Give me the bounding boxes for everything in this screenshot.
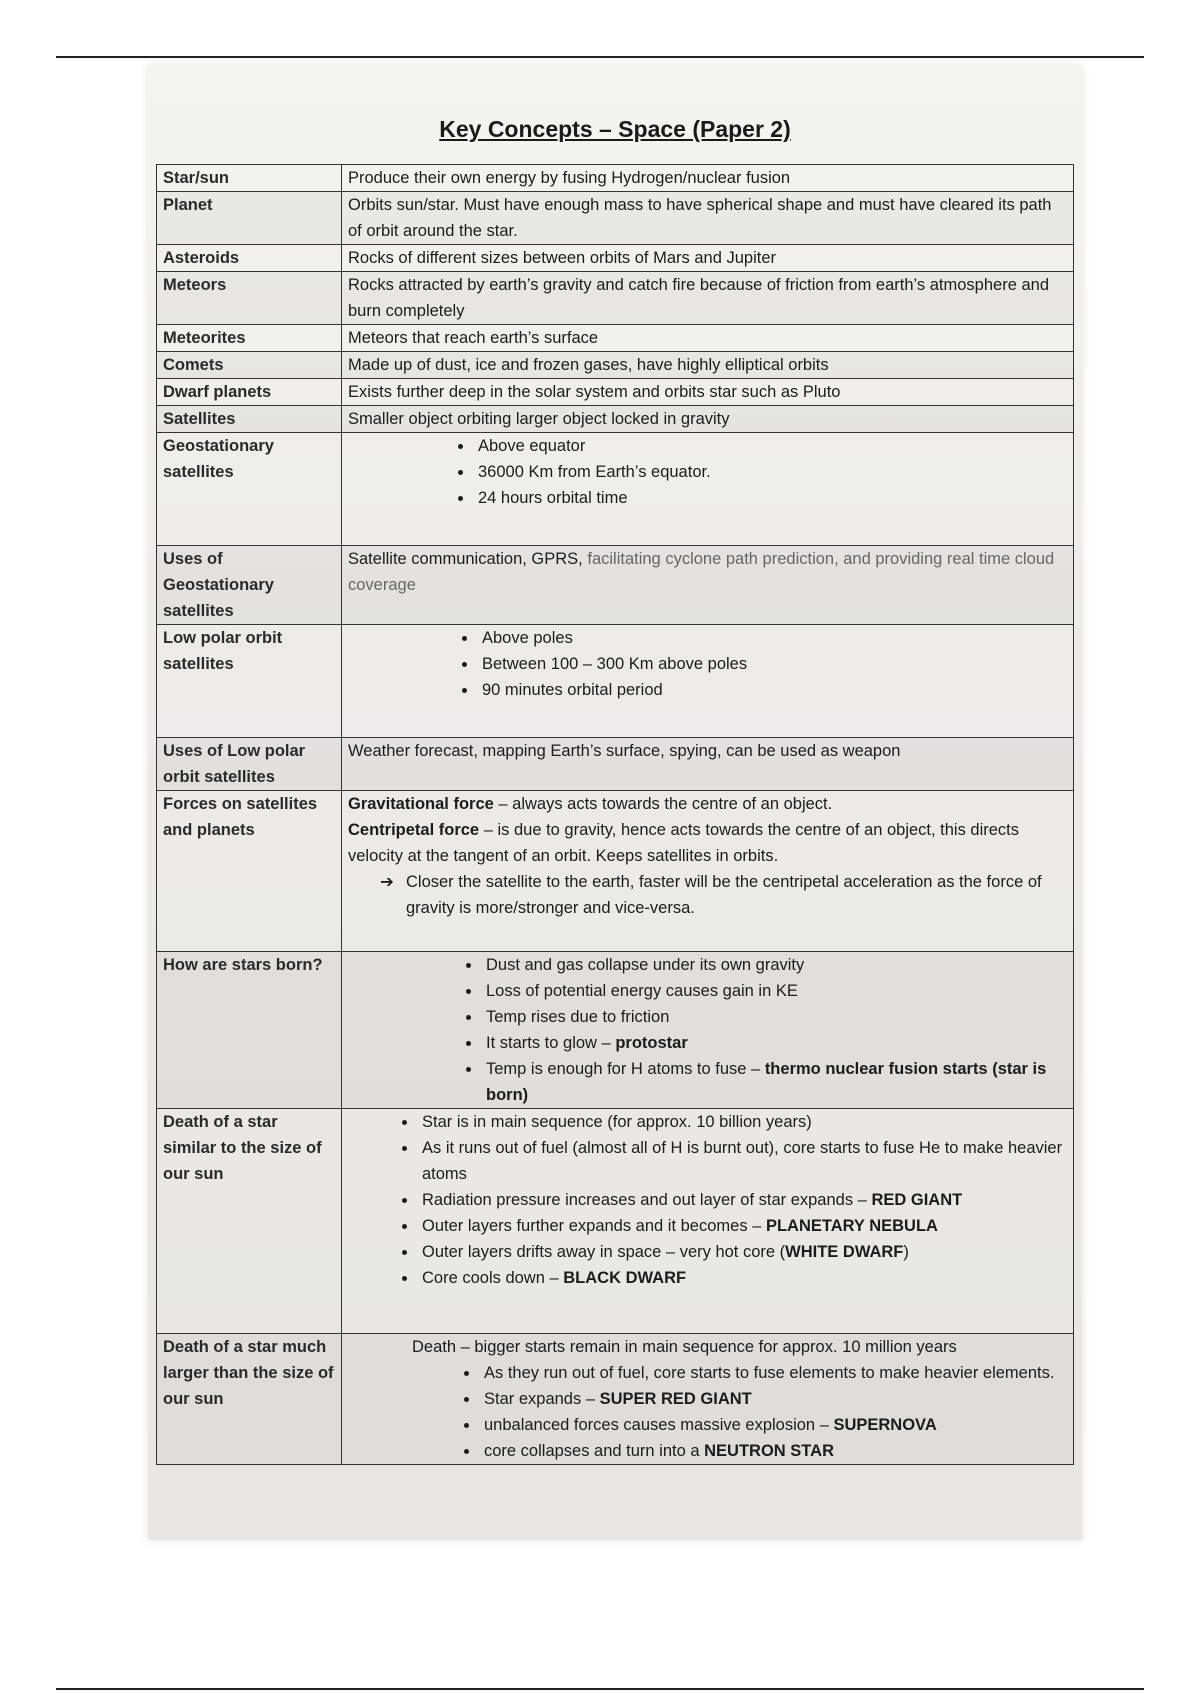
definition-cell xyxy=(342,791,1074,952)
definition-cell xyxy=(342,952,1074,1109)
definition-cell: Meteors that reach earth’s surface xyxy=(342,325,1074,352)
item-keyword: NEUTRON STAR xyxy=(704,1442,834,1460)
table-row xyxy=(157,165,1074,192)
bullet-list xyxy=(348,625,1067,703)
item-text: Outer layers further expands and it becomes – xyxy=(422,1217,766,1235)
list-item: • Above equator xyxy=(474,433,1067,459)
term-cell: Forces on satellites and planets xyxy=(157,791,342,952)
list-item: • As they run out of fuel, core starts to fuse elements to make heavier elements. xyxy=(480,1360,1067,1386)
table-row xyxy=(157,625,1074,738)
definition-cell xyxy=(342,433,1074,546)
definition-cell: Made up of dust, ice and frozen gases, have highly elliptical orbits xyxy=(342,352,1074,379)
arrow-note-text: Closer the satellite to the earth, faster will be the centripetal acceleration as the force of gravity is more/stronger and vice-versa. xyxy=(406,873,1042,917)
definition-cell xyxy=(342,1334,1074,1465)
definition-cell: Exists further deep in the solar system and orbits star such as Pluto xyxy=(342,379,1074,406)
item-keyword: PLANETARY NEBULA xyxy=(765,1217,938,1235)
item-text: It starts to glow – xyxy=(486,1034,616,1052)
table-row xyxy=(157,406,1074,433)
item-text: Temp is enough for H atoms to fuse – xyxy=(486,1060,765,1078)
definition-cell: Rocks of different sizes between orbits of Mars and Jupiter xyxy=(342,245,1074,272)
bottom-rule xyxy=(56,1688,1144,1690)
bullet-list xyxy=(348,1109,1067,1291)
list-item: • Between 100 – 300 Km above poles xyxy=(478,651,1067,677)
item-text: Outer layers drifts away in space – very hot core ( xyxy=(422,1243,786,1261)
item-text-end: ) xyxy=(903,1243,909,1261)
item-text: Star expands – xyxy=(484,1390,600,1408)
list-item xyxy=(480,1438,1067,1464)
table-row xyxy=(157,352,1074,379)
definition-cell: Weather forecast, mapping Earth’s surface, spying, can be used as weapon xyxy=(342,738,1074,791)
list-item xyxy=(418,1265,1067,1291)
definition-cell: Rocks attracted by earth’s gravity and catch fire because of friction from earth’s atmosphere and burn completely xyxy=(342,272,1074,325)
definition-text: – is due to gravity, hence acts towards the centre of an object, this directs velocity at the tangent of an orbit. Keeps satellites in orbits. xyxy=(348,821,1020,865)
term-label: Centripetal force xyxy=(348,821,480,839)
table-row xyxy=(157,379,1074,406)
list-item xyxy=(418,1213,1067,1239)
term-cell: Asteroids xyxy=(157,245,342,272)
item-keyword: WHITE DWARF xyxy=(785,1243,904,1261)
gravitational-force-line xyxy=(348,791,1067,817)
list-item: • Temp rises due to friction xyxy=(482,1004,1067,1030)
item-keyword: RED GIANT xyxy=(871,1191,963,1209)
definition-text: Satellite communication, GPRS, xyxy=(348,550,588,568)
definition-cell: Smaller object orbiting larger object locked in gravity xyxy=(342,406,1074,433)
item-keyword: protostar xyxy=(615,1034,688,1052)
term-cell: Uses of Geostationary satellites xyxy=(157,546,342,625)
table-row xyxy=(157,1109,1074,1334)
key-concepts-table xyxy=(156,164,1074,1465)
table-row xyxy=(157,272,1074,325)
list-item xyxy=(482,1056,1067,1108)
term-cell: Geostationary satellites xyxy=(157,433,342,546)
list-item: • 36000 Km from Earth’s equator. xyxy=(474,459,1067,485)
term-cell: Low polar orbit satellites xyxy=(157,625,342,738)
term-cell: Death of a star similar to the size of our sun xyxy=(157,1109,342,1334)
list-item xyxy=(480,1386,1067,1412)
definition-cell xyxy=(342,625,1074,738)
definition-cell xyxy=(342,1109,1074,1334)
table-row xyxy=(157,192,1074,245)
page-title: Key Concepts – Space (Paper 2) xyxy=(439,116,791,142)
term-cell: Star/sun xyxy=(157,165,342,192)
table-row xyxy=(157,325,1074,352)
lead-line: Death – bigger starts remain in main sequence for approx. 10 million years xyxy=(412,1338,957,1356)
item-text: Core cools down – xyxy=(422,1269,564,1287)
list-item: • Star is in main sequence (for approx. 10 billion years) xyxy=(418,1109,1067,1135)
definition-text: – always acts towards the centre of an object. xyxy=(493,795,833,813)
list-item: • 90 minutes orbital period xyxy=(478,677,1067,703)
term-cell: Satellites xyxy=(157,406,342,433)
table-row xyxy=(157,546,1074,625)
term-cell: Planet xyxy=(157,192,342,245)
definition-text-faint: facilitating cyclone path prediction, and providing real time cloud coverage xyxy=(348,550,1055,594)
list-item: • Dust and gas collapse under its own gravity xyxy=(482,952,1067,978)
centripetal-force-line xyxy=(348,817,1067,869)
list-item: • As it runs out of fuel (almost all of H is burnt out), core starts to fuse He to make heavier atoms xyxy=(418,1135,1067,1187)
item-text: unbalanced forces causes massive explosion – xyxy=(484,1416,834,1434)
top-rule xyxy=(56,56,1144,58)
list-item xyxy=(480,1412,1067,1438)
table-row xyxy=(157,791,1074,952)
list-item: • Loss of potential energy causes gain in KE xyxy=(482,978,1067,1004)
item-text: core collapses and turn into a xyxy=(484,1442,705,1460)
term-cell: Uses of Low polar orbit satellites xyxy=(157,738,342,791)
item-keyword: SUPER RED GIANT xyxy=(599,1390,752,1408)
bullet-list xyxy=(348,433,1067,511)
arrow-right-icon: ➔ xyxy=(380,873,394,891)
term-cell: How are stars born? xyxy=(157,952,342,1109)
arrow-note xyxy=(348,869,1067,921)
term-cell: Comets xyxy=(157,352,342,379)
term-cell: Meteors xyxy=(157,272,342,325)
definition-cell: Produce their own energy by fusing Hydrogen/nuclear fusion xyxy=(342,165,1074,192)
table-row xyxy=(157,952,1074,1109)
list-item xyxy=(418,1187,1067,1213)
term-cell: Meteorites xyxy=(157,325,342,352)
table-row xyxy=(157,738,1074,791)
list-item xyxy=(418,1239,1067,1265)
term-label: Gravitational force xyxy=(348,795,494,813)
scanned-sheet xyxy=(148,66,1082,1540)
item-keyword: SUPERNOVA xyxy=(833,1416,937,1434)
list-item: • Above poles xyxy=(478,625,1067,651)
list-item xyxy=(482,1030,1067,1056)
item-keyword: thermo nuclear fusion starts (star is born) xyxy=(486,1060,1047,1104)
item-text: Radiation pressure increases and out layer of star expands – xyxy=(422,1191,872,1209)
definition-cell: Orbits sun/star. Must have enough mass to have spherical shape and must have cleared its path of orbit around the star. xyxy=(342,192,1074,245)
term-cell: Dwarf planets xyxy=(157,379,342,406)
item-keyword: BLACK DWARF xyxy=(563,1269,687,1287)
definition-cell xyxy=(342,546,1074,625)
list-item: • 24 hours orbital time xyxy=(474,485,1067,511)
term-cell: Death of a star much larger than the size of our sun xyxy=(157,1334,342,1465)
table-row xyxy=(157,245,1074,272)
table-row xyxy=(157,433,1074,546)
bullet-list xyxy=(348,952,1067,1108)
table-row xyxy=(157,1334,1074,1465)
bullet-list xyxy=(348,1360,1067,1464)
